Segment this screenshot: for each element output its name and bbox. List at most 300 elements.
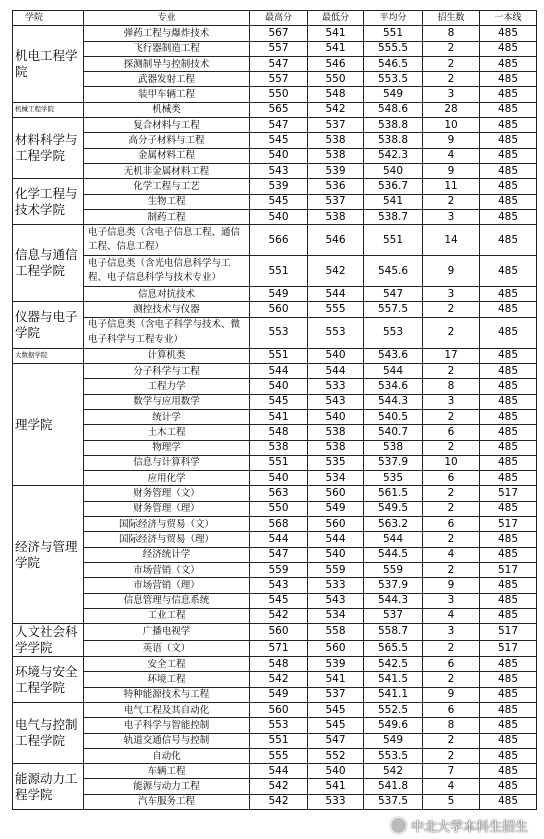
table-row: [13, 657, 537, 672]
table-row: [13, 56, 537, 71]
major-cell: 财务管理（理）: [84, 501, 250, 516]
min-score-cell: 541: [308, 41, 364, 56]
avg-score-cell: 538.7: [364, 209, 423, 224]
min-score-cell: 560: [308, 640, 364, 657]
max-score-cell: 549: [250, 287, 308, 302]
major-cell: 测控技术与仪器: [84, 302, 250, 317]
avg-score-cell: 553: [364, 317, 423, 348]
avg-score-cell: 544.3: [364, 394, 423, 409]
major-cell: 机械类: [84, 102, 250, 117]
min-score-cell: 549: [308, 501, 364, 516]
tier-one-line-cell: 485: [480, 748, 537, 763]
college-name: 大数据学院: [13, 348, 84, 363]
max-score-cell: 539: [250, 179, 308, 194]
table-row: [13, 26, 537, 41]
min-score-cell: 548: [308, 87, 364, 102]
min-score-cell: 538: [308, 133, 364, 148]
table-row: [13, 517, 537, 532]
enroll-count-cell: 2: [423, 194, 480, 209]
major-cell: 电气工程及其自动化: [84, 702, 250, 717]
tier-one-line-cell: 485: [480, 133, 537, 148]
avg-score-cell: 538: [364, 440, 423, 455]
max-score-cell: 551: [250, 348, 308, 363]
max-score-cell: 549: [250, 687, 308, 702]
major-cell: 安全工程: [84, 657, 250, 672]
avg-score-cell: 551: [364, 26, 423, 41]
college-name: 机电工程学院: [13, 26, 84, 102]
major-cell: 工业工程: [84, 608, 250, 623]
min-score-cell: 534: [308, 608, 364, 623]
enroll-count-cell: 2: [423, 440, 480, 455]
enroll-count-cell: 9: [423, 163, 480, 178]
table-row: [13, 256, 537, 287]
major-cell: 装甲车辆工程: [84, 87, 250, 102]
major-cell: 武器发射工程: [84, 72, 250, 87]
table-row: [13, 593, 537, 608]
table-row: [13, 194, 537, 209]
tier-one-line-cell: 485: [480, 547, 537, 562]
college-name: 经济与管理学院: [13, 486, 84, 624]
major-cell: 数学与应用数学: [84, 394, 250, 409]
avg-score-cell: 538.8: [364, 118, 423, 133]
header-min: 最低分: [308, 11, 364, 26]
min-score-cell: 543: [308, 394, 364, 409]
table-row: [13, 718, 537, 733]
enroll-count-cell: 6: [423, 657, 480, 672]
college-name: 仪器与电子学院: [13, 302, 84, 348]
table-row: [13, 748, 537, 763]
table-row: [13, 225, 537, 256]
tier-one-line-cell: 485: [480, 225, 537, 256]
major-cell: 信息对抗技术: [84, 287, 250, 302]
max-score-cell: 542: [250, 672, 308, 687]
college-name: 理学院: [13, 364, 84, 486]
avg-score-cell: 549: [364, 733, 423, 748]
table-row: [13, 148, 537, 163]
avg-score-cell: 558.7: [364, 624, 423, 641]
tier-one-line-cell: 485: [480, 440, 537, 455]
enroll-count-cell: 6: [423, 471, 480, 486]
enroll-count-cell: 2: [423, 562, 480, 577]
min-score-cell: 552: [308, 748, 364, 763]
enroll-count-cell: 28: [423, 102, 480, 117]
table-row: [13, 118, 537, 133]
college-name: 环境与安全工程学院: [13, 657, 84, 703]
tier-one-line-cell: 485: [480, 501, 537, 516]
avg-score-cell: 540: [364, 163, 423, 178]
max-score-cell: 560: [250, 702, 308, 717]
max-score-cell: 547: [250, 56, 308, 71]
avg-score-cell: 541.5: [364, 672, 423, 687]
avg-score-cell: 547: [364, 287, 423, 302]
table-row: [13, 364, 537, 379]
table-row: [13, 779, 537, 794]
header-row: [13, 11, 537, 26]
tier-one-line-cell: 485: [480, 148, 537, 163]
min-score-cell: 533: [308, 578, 364, 593]
avg-score-cell: 541.1: [364, 687, 423, 702]
max-score-cell: 540: [250, 379, 308, 394]
max-score-cell: 551: [250, 455, 308, 470]
college-name: 材料科学与工程学院: [13, 118, 84, 179]
min-score-cell: 536: [308, 179, 364, 194]
enroll-count-cell: 9: [423, 256, 480, 287]
enroll-count-cell: 5: [423, 794, 480, 809]
avg-score-cell: 537.5: [364, 794, 423, 809]
min-score-cell: 542: [308, 256, 364, 287]
enroll-count-cell: 6: [423, 517, 480, 532]
enroll-count-cell: 8: [423, 26, 480, 41]
table-row: [13, 440, 537, 455]
max-score-cell: 540: [250, 148, 308, 163]
avg-score-cell: 537.9: [364, 455, 423, 470]
tier-one-line-cell: 485: [480, 657, 537, 672]
major-cell: 特种能源技术与工程: [84, 687, 250, 702]
major-cell: 生物工程: [84, 194, 250, 209]
min-score-cell: 546: [308, 56, 364, 71]
major-cell: 英语（文）: [84, 640, 250, 657]
tier-one-line-cell: 517: [480, 624, 537, 641]
major-cell: 经济统计学: [84, 547, 250, 562]
min-score-cell: 537: [308, 194, 364, 209]
table-row: [13, 72, 537, 87]
max-score-cell: 551: [250, 733, 308, 748]
max-score-cell: 548: [250, 425, 308, 440]
max-score-cell: 551: [250, 256, 308, 287]
avg-score-cell: 565.5: [364, 640, 423, 657]
tier-one-line-cell: 485: [480, 26, 537, 41]
enroll-count-cell: 7: [423, 764, 480, 779]
min-score-cell: 538: [308, 425, 364, 440]
college-name: 能源动力工程学院: [13, 764, 84, 810]
min-score-cell: 539: [308, 657, 364, 672]
table-row: [13, 102, 537, 117]
header-college: 学院: [13, 11, 84, 26]
tier-one-line-cell: 485: [480, 608, 537, 623]
tier-one-line-cell: 517: [480, 486, 537, 501]
enroll-count-cell: 6: [423, 702, 480, 717]
min-score-cell: 541: [308, 779, 364, 794]
avg-score-cell: 553.5: [364, 748, 423, 763]
tier-one-line-cell: 485: [480, 532, 537, 547]
enroll-count-cell: 2: [423, 640, 480, 657]
max-score-cell: 557: [250, 72, 308, 87]
tier-one-line-cell: 485: [480, 317, 537, 348]
college-name: 化学工程与技术学院: [13, 179, 84, 225]
table-row: [13, 379, 537, 394]
major-cell: 市场营销（文）: [84, 562, 250, 577]
tier-one-line-cell: 485: [480, 455, 537, 470]
table-row: [13, 425, 537, 440]
max-score-cell: 542: [250, 779, 308, 794]
major-cell: 自动化: [84, 748, 250, 763]
min-score-cell: 542: [308, 102, 364, 117]
max-score-cell: 544: [250, 364, 308, 379]
avg-score-cell: 537.9: [364, 578, 423, 593]
max-score-cell: 541: [250, 409, 308, 424]
tier-one-line-cell: 485: [480, 287, 537, 302]
table-row: [13, 87, 537, 102]
enroll-count-cell: 4: [423, 547, 480, 562]
enroll-count-cell: 3: [423, 624, 480, 641]
min-score-cell: 537: [308, 687, 364, 702]
min-score-cell: 540: [308, 409, 364, 424]
enroll-count-cell: 2: [423, 672, 480, 687]
min-score-cell: 559: [308, 562, 364, 577]
header-enroll: 招生数: [423, 11, 480, 26]
enroll-count-cell: 2: [423, 364, 480, 379]
min-score-cell: 537: [308, 118, 364, 133]
enroll-count-cell: 3: [423, 209, 480, 224]
admission-score-sheet: [12, 10, 537, 810]
table-row: [13, 501, 537, 516]
max-score-cell: 538: [250, 440, 308, 455]
max-score-cell: 542: [250, 794, 308, 809]
table-row: [13, 209, 537, 224]
avg-score-cell: 557.5: [364, 302, 423, 317]
max-score-cell: 566: [250, 225, 308, 256]
enroll-count-cell: 6: [423, 425, 480, 440]
enroll-count-cell: 2: [423, 41, 480, 56]
max-score-cell: 563: [250, 486, 308, 501]
min-score-cell: 541: [308, 672, 364, 687]
max-score-cell: 544: [250, 764, 308, 779]
major-cell: 能源与动力工程: [84, 779, 250, 794]
enroll-count-cell: 4: [423, 148, 480, 163]
tier-one-line-cell: 485: [480, 409, 537, 424]
major-cell: 车辆工程: [84, 764, 250, 779]
enroll-count-cell: 2: [423, 72, 480, 87]
max-score-cell: 560: [250, 624, 308, 641]
max-score-cell: 553: [250, 317, 308, 348]
major-cell: 信息管理与信息系统: [84, 593, 250, 608]
score-table-body: [13, 26, 537, 810]
min-score-cell: 543: [308, 593, 364, 608]
max-score-cell: 545: [250, 394, 308, 409]
major-cell: 无机非金属材料工程: [84, 163, 250, 178]
max-score-cell: 553: [250, 718, 308, 733]
table-row: [13, 532, 537, 547]
max-score-cell: 540: [250, 471, 308, 486]
tier-one-line-cell: 485: [480, 471, 537, 486]
enroll-count-cell: 2: [423, 733, 480, 748]
min-score-cell: 540: [308, 764, 364, 779]
avg-score-cell: 540.7: [364, 425, 423, 440]
max-score-cell: 555: [250, 748, 308, 763]
watermark: [390, 816, 528, 835]
min-score-cell: 555: [308, 302, 364, 317]
table-row: [13, 348, 537, 363]
avg-score-cell: 544.5: [364, 547, 423, 562]
enroll-count-cell: 10: [423, 118, 480, 133]
avg-score-cell: 541.8: [364, 779, 423, 794]
max-score-cell: 542: [250, 608, 308, 623]
table-row: [13, 562, 537, 577]
max-score-cell: 571: [250, 640, 308, 657]
table-row: [13, 133, 537, 148]
tier-one-line-cell: 517: [480, 517, 537, 532]
avg-score-cell: 541: [364, 194, 423, 209]
enroll-count-cell: 2: [423, 409, 480, 424]
enroll-count-cell: 17: [423, 348, 480, 363]
tier-one-line-cell: 485: [480, 87, 537, 102]
min-score-cell: 539: [308, 163, 364, 178]
table-row: [13, 455, 537, 470]
avg-score-cell: 561.5: [364, 486, 423, 501]
major-cell: 汽车服务工程: [84, 794, 250, 809]
avg-score-cell: 549.5: [364, 501, 423, 516]
min-score-cell: 544: [308, 532, 364, 547]
major-cell: 电子信息类（含电子信息工程、通信工程、信息工程）: [84, 225, 250, 256]
avg-score-cell: 544: [364, 532, 423, 547]
enroll-count-cell: 2: [423, 317, 480, 348]
tier-one-line-cell: 485: [480, 702, 537, 717]
table-row: [13, 179, 537, 194]
max-score-cell: 565: [250, 102, 308, 117]
max-score-cell: 559: [250, 562, 308, 577]
enroll-count-cell: 14: [423, 225, 480, 256]
max-score-cell: 568: [250, 517, 308, 532]
header-avg: 平均分: [364, 11, 423, 26]
max-score-cell: 545: [250, 133, 308, 148]
enroll-count-cell: 3: [423, 87, 480, 102]
major-cell: 统计学: [84, 409, 250, 424]
tier-one-line-cell: 485: [480, 56, 537, 71]
tier-one-line-cell: 517: [480, 640, 537, 657]
table-row: [13, 608, 537, 623]
max-score-cell: 543: [250, 163, 308, 178]
tier-one-line-cell: 485: [480, 593, 537, 608]
major-cell: 国际经济与贸易（理）: [84, 532, 250, 547]
enroll-count-cell: 2: [423, 532, 480, 547]
table-row: [13, 471, 537, 486]
min-score-cell: 533: [308, 379, 364, 394]
avg-score-cell: 563.2: [364, 517, 423, 532]
table-row: [13, 578, 537, 593]
major-cell: 化学工程与工艺: [84, 179, 250, 194]
max-score-cell: 547: [250, 547, 308, 562]
min-score-cell: 560: [308, 517, 364, 532]
watermark-text: 中北大学本科生招生: [410, 820, 528, 835]
min-score-cell: 534: [308, 471, 364, 486]
max-score-cell: 550: [250, 87, 308, 102]
avg-score-cell: 546.5: [364, 56, 423, 71]
tier-one-line-cell: 485: [480, 779, 537, 794]
major-cell: 物理学: [84, 440, 250, 455]
major-cell: 计算机类: [84, 348, 250, 363]
min-score-cell: 545: [308, 718, 364, 733]
enroll-count-cell: 8: [423, 718, 480, 733]
min-score-cell: 541: [308, 26, 364, 41]
tier-one-line-cell: 485: [480, 364, 537, 379]
enroll-count-cell: 3: [423, 593, 480, 608]
max-score-cell: 545: [250, 593, 308, 608]
table-row: [13, 672, 537, 687]
tier-one-line-cell: 485: [480, 578, 537, 593]
wechat-avatar-icon: [390, 817, 407, 834]
avg-score-cell: 542.3: [364, 148, 423, 163]
enroll-count-cell: 9: [423, 578, 480, 593]
major-cell: 分子科学与工程: [84, 364, 250, 379]
avg-score-cell: 543.6: [364, 348, 423, 363]
table-row: [13, 163, 537, 178]
table-row: [13, 764, 537, 779]
college-name: 机械工程学院: [13, 102, 84, 117]
avg-score-cell: 537: [364, 608, 423, 623]
enroll-count-cell: 2: [423, 302, 480, 317]
tier-one-line-cell: 485: [480, 764, 537, 779]
avg-score-cell: 536.7: [364, 179, 423, 194]
tier-one-line-cell: 485: [480, 348, 537, 363]
table-row: [13, 486, 537, 501]
avg-score-cell: 552.5: [364, 702, 423, 717]
enroll-count-cell: 4: [423, 779, 480, 794]
major-cell: 探测制导与控制技术: [84, 56, 250, 71]
table-row: [13, 287, 537, 302]
tier-one-line-cell: 485: [480, 302, 537, 317]
min-score-cell: 538: [308, 209, 364, 224]
college-name: 信息与通信工程学院: [13, 225, 84, 302]
tier-one-line-cell: 485: [480, 718, 537, 733]
min-score-cell: 533: [308, 794, 364, 809]
tier-one-line-cell: 485: [480, 163, 537, 178]
avg-score-cell: 538.8: [364, 133, 423, 148]
table-row: [13, 547, 537, 562]
table-row: [13, 702, 537, 717]
major-cell: 弹药工程与爆炸技术: [84, 26, 250, 41]
avg-score-cell: 540.5: [364, 409, 423, 424]
tier-one-line-cell: 485: [480, 102, 537, 117]
max-score-cell: 557: [250, 41, 308, 56]
header-max: 最高分: [250, 11, 308, 26]
table-row: [13, 624, 537, 641]
table-row: [13, 640, 537, 657]
major-cell: 电子科学与智能控制: [84, 718, 250, 733]
tier-one-line-cell: 485: [480, 41, 537, 56]
max-score-cell: 550: [250, 501, 308, 516]
enroll-count-cell: 4: [423, 608, 480, 623]
avg-score-cell: 542.5: [364, 657, 423, 672]
avg-score-cell: 544: [364, 364, 423, 379]
tier-one-line-cell: 517: [480, 562, 537, 577]
min-score-cell: 560: [308, 486, 364, 501]
tier-one-line-cell: 485: [480, 672, 537, 687]
table-row: [13, 394, 537, 409]
table-row: [13, 41, 537, 56]
tier-one-line-cell: 485: [480, 256, 537, 287]
tier-one-line-cell: 485: [480, 72, 537, 87]
major-cell: 财务管理（文）: [84, 486, 250, 501]
tier-one-line-cell: 485: [480, 379, 537, 394]
score-table: [12, 10, 537, 810]
table-row: [13, 733, 537, 748]
enroll-count-cell: 10: [423, 455, 480, 470]
avg-score-cell: 555.5: [364, 41, 423, 56]
enroll-count-cell: 2: [423, 748, 480, 763]
major-cell: 应用化学: [84, 471, 250, 486]
tier-one-line-cell: 485: [480, 118, 537, 133]
tier-one-line-cell: 485: [480, 209, 537, 224]
max-score-cell: 567: [250, 26, 308, 41]
avg-score-cell: 549: [364, 87, 423, 102]
major-cell: 飞行器制造工程: [84, 41, 250, 56]
min-score-cell: 545: [308, 702, 364, 717]
tier-one-line-cell: 485: [480, 425, 537, 440]
avg-score-cell: 535: [364, 471, 423, 486]
tier-one-line-cell: 485: [480, 179, 537, 194]
major-cell: 轨道交通信号与控制: [84, 733, 250, 748]
enroll-count-cell: 9: [423, 133, 480, 148]
